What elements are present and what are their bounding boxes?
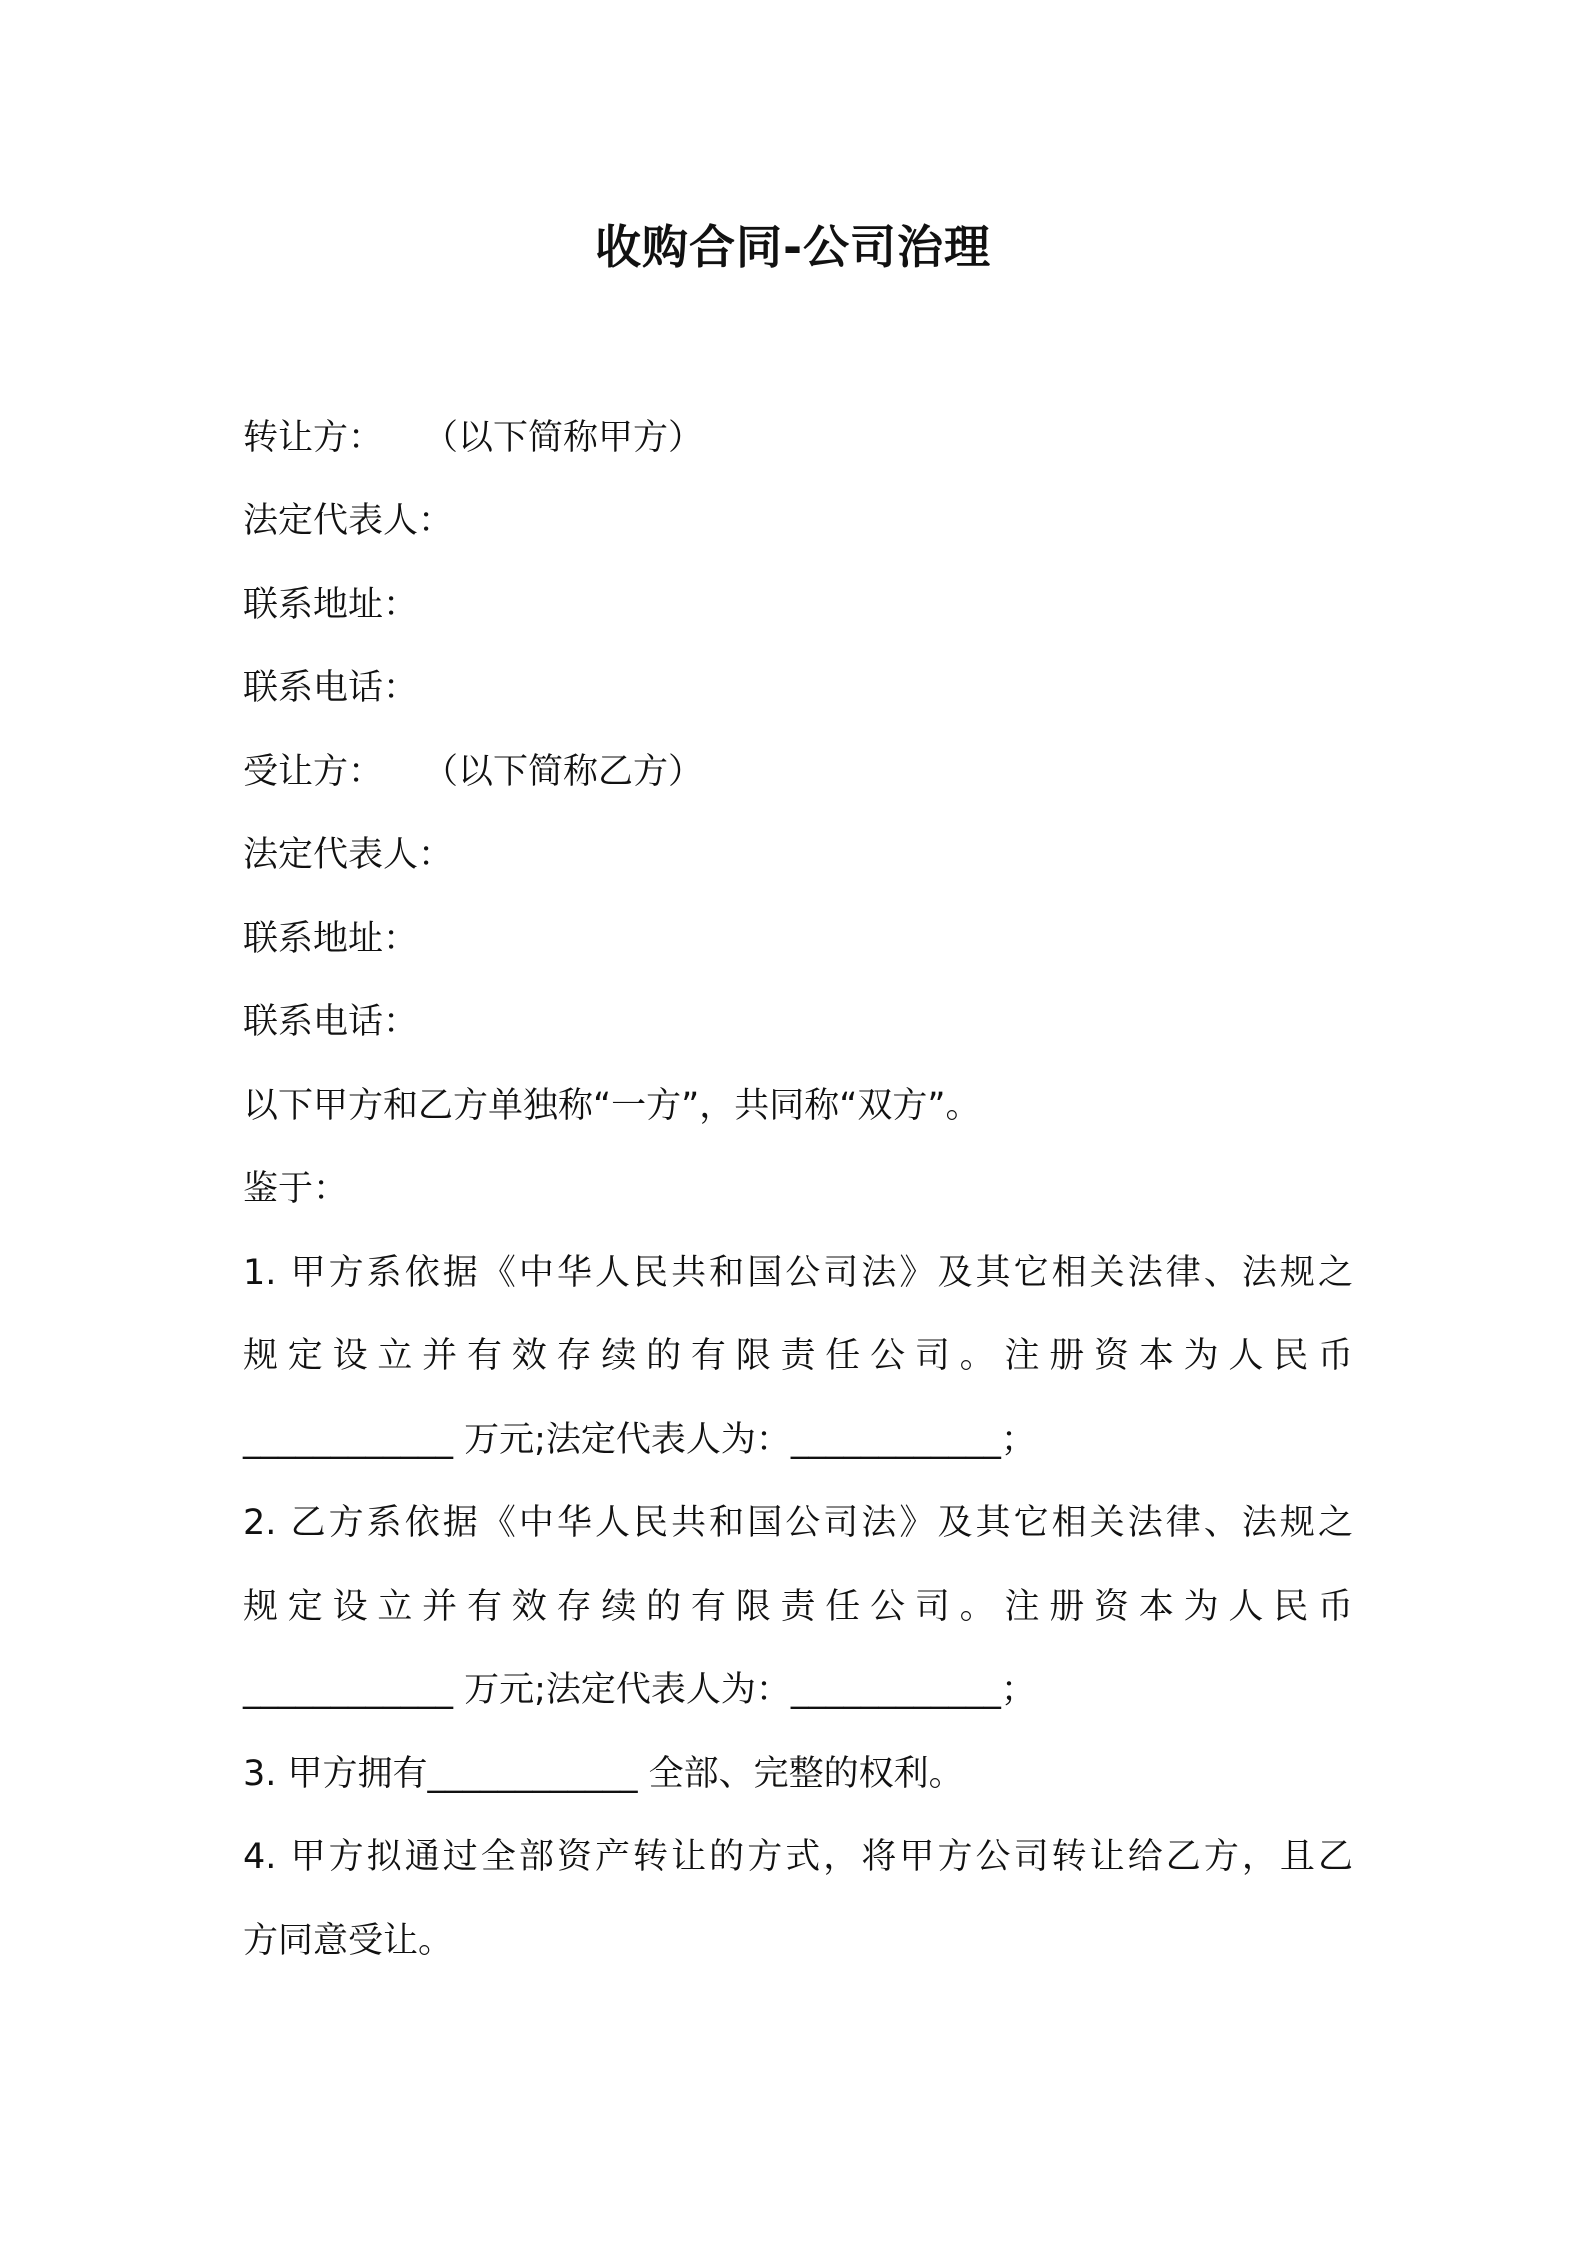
transferee-alias: （以下简称乙方） <box>423 752 704 792</box>
collective-note: 以下甲方和乙方单独称“一方”，共同称“双方”。 <box>243 1086 981 1126</box>
clause-2-line-2: 规定设立并有效存续的有限责任公司。注册资本为人民币 <box>243 1587 1353 1627</box>
party-a-address: 联系地址： <box>243 585 419 625</box>
clause-3-line-1: 3. 甲方拥有____________ 全部、完整的权利。 <box>243 1754 964 1794</box>
transferor-label: 转让方： <box>243 418 384 458</box>
transferee-label: 受让方： <box>243 752 384 792</box>
clause-2-line-3: ____________ 万元;法定代表人为：____________； <box>243 1670 1036 1710</box>
party-a-phone: 联系电话： <box>243 668 419 708</box>
clause-1-line-2: 规定设立并有效存续的有限责任公司。注册资本为人民币 <box>243 1336 1353 1376</box>
clause-1-line-3: ____________ 万元;法定代表人为：____________； <box>243 1420 1036 1460</box>
clause-4-line-2: 方同意受让。 <box>243 1921 454 1961</box>
transferor-line <box>243 413 703 463</box>
whereas-heading: 鉴于： <box>243 1169 349 1209</box>
party-a-legal-rep: 法定代表人： <box>243 501 454 541</box>
clause-2-line-1: 2. 乙方系依据《中华人民共和国公司法》及其它相关法律、法规之 <box>243 1503 1353 1543</box>
clause-4-line-1: 4. 甲方拟通过全部资产转让的方式，将甲方公司转让给乙方，且乙 <box>243 1837 1353 1877</box>
party-b-address: 联系地址： <box>243 919 419 959</box>
party-b-phone: 联系电话： <box>243 1002 419 1042</box>
party-b-legal-rep: 法定代表人： <box>243 835 454 875</box>
transferee-line <box>243 747 703 797</box>
clause-1-line-1: 1. 甲方系依据《中华人民共和国公司法》及其它相关法律、法规之 <box>243 1253 1353 1293</box>
document-title: 收购合同-公司治理 <box>594 220 992 274</box>
transferor-alias: （以下简称甲方） <box>423 418 704 458</box>
